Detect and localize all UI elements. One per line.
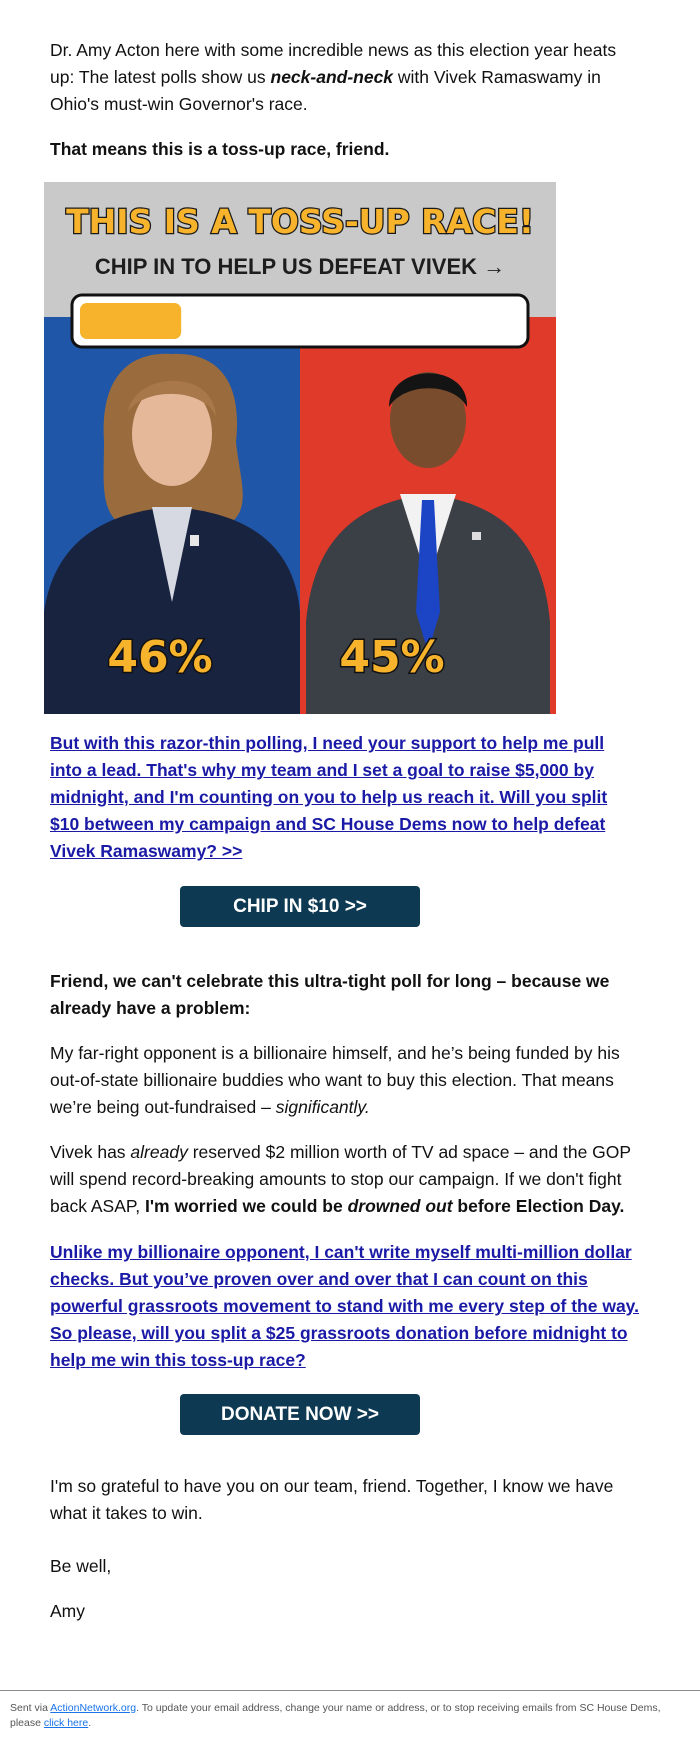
hero-graphic [44, 182, 556, 714]
right-percentage: 45% [339, 632, 445, 683]
donate-now-button[interactable]: DONATE NOW >> [180, 1394, 420, 1435]
closing-paragraph: I'm so grateful to have you on our team, friend. Together, I know we have what it takes to win. [50, 1476, 614, 1523]
hero-subhead: CHIP IN TO HELP US DEFEAT VIVEK → [94, 254, 506, 279]
intro-paragraph: Dr. Amy Acton here with some incredible news as this election year heats up: The latest polls show us neck-and-neck with Vivek Ramaswamy in Ohio's must-win Governor's race. [50, 40, 617, 114]
unsubscribe-link[interactable]: click here [43, 1717, 89, 1729]
intro-emphasis: neck-and-neck [270, 67, 394, 87]
footer-divider [0, 1690, 700, 1691]
ask1-donate-link[interactable]: But with this razor-thin polling, I need your support to help me pull into a lead. That's why my team and I set a goal to raise $5,000 by midnight, and I'm counting on you to help us reach it. Will you split $10 between my campaign and SC House Dems now to help defeat Vivek Ramaswamy? >> [50, 733, 608, 861]
signature: Amy [50, 1601, 85, 1621]
hero-headline: THIS IS A TOSS-UP RACE! [66, 202, 534, 241]
actionnetwork-link[interactable]: ActionNetwork.org [50, 1702, 137, 1714]
footer: Sent via ActionNetwork.org. To update your email address, change your name or address, or to stop receiving emails from SC House Dems, please click here. [10, 1702, 661, 1729]
signoff: Be well, [50, 1556, 112, 1576]
ask2-donate-link[interactable]: Unlike my billionaire opponent, I can't write myself multi-million dollar checks. But you’ve proven over and over that I can count on this powerful grassroots movement to stand with me every step of the way. So please, will you split a $25 grassroots donation before midnight to help me win this toss-up race? [50, 1242, 639, 1370]
chip-in-button[interactable]: CHIP IN $10 >> [180, 886, 420, 927]
progress-bar-fill [80, 303, 181, 339]
tossup-line: That means this is a toss-up race, friend. [50, 139, 390, 159]
billionaire-paragraph: My far-right opponent is a billionaire himself, and he’s being funded by his out-of-state billionaire buddies who want to buy this election. That means we’re being out-fundraised – significantly. [50, 1043, 620, 1117]
hero-image[interactable] [44, 182, 556, 714]
problem-heading: Friend, we can't celebrate this ultra-tight poll for long – because we already have a problem: [50, 971, 610, 1018]
left-percentage: 46% [107, 632, 213, 683]
ask2-paragraph [50, 1239, 650, 1374]
ask1-paragraph [50, 730, 640, 865]
vivek-paragraph: Vivek has already reserved $2 million worth of TV ad space – and the GOP will spend record-breaking amounts to stop our campaign. If we don't fight back ASAP, I'm worried we could be drowned out before Election Day. [50, 1142, 631, 1216]
